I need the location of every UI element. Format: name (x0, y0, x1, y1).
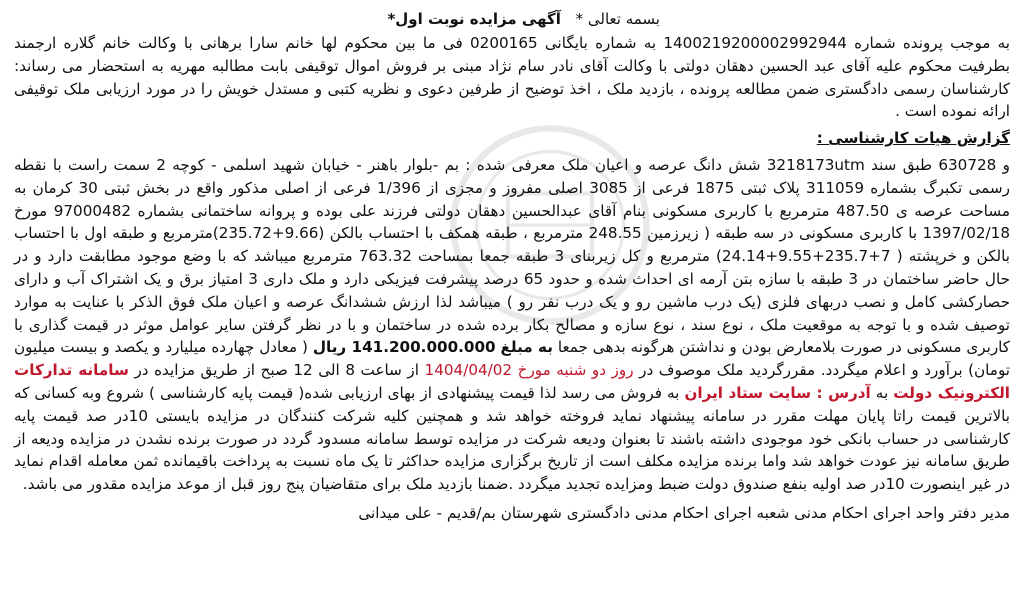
appraised-amount: 141.200.000.000 ریال (312, 338, 496, 357)
report-heading: گزارش هیات کارشناسی : (816, 129, 1010, 148)
report-paragraph (14, 154, 1010, 496)
signature-line: مدیر دفتر واحد اجرای احکام مدنی شعبه اجرای احکام مدنی دادگستری شهرستان بم/قدیم - علی میدانی (358, 503, 1010, 522)
amount-prefix: به مبلغ (500, 338, 553, 357)
auction-date: روز دو شنبه مورخ 1404/04/02 (424, 361, 634, 380)
report-main-text: و 630728 طبق سند 3218173utm شش دانگ عرصه و اعیان ملک معرفی شده : بم -بلوار باهنر - خیابان شهید اسلمی - کوچه 2 سمت راست با نقطه رسمی تکبرگ بشماره 311059 پلاک ثبتی 1875 فرعی از 3085 اصلی مفروز و مجزی از 1/396 فرعی از اصلی مذکور واقع در بخش ثبتی 30 کرمان به مساحت عرصه ی 487.50 مترمربع با کاربری مسکونی بنام آقای عبدالحسین دهقان دولتی فرزند علی بوده و پروانه ساختمانی بشماره 97000482 مورخ 1397/02/18 با کاربری مسکونی در سه طبقه ( زیرزمین 248.55 مترمربع ، طبقه همکف با احتساب بالکن (9.66+235.72)مترمربع و طبقه اول با احتساب بالکن و خرپشته ( 7+235.7+9.55+24.14) مترمربع و کل زیربنای 3 طبقه جمعا بمساحت 763.32 مترمربع میباشد که با وضع موجود مطابقت دارد و در حال حاضر ساختمان در 3 طبقه با سازه بتن آرمه ای احداث شده و حدود 65 درصد پیشرفت فیزیکی دارد و ملک داری 3 امتیاز برق و یک اشتراک آب و دارای حصارکشی کامل و نصب دربهای فلزی (یک درب ماشین رو و یک درب نفر رو ) میباشد لذا ارزش ششدانگ عرصه و اعیان ملک فوق الذکر با عنایت به موارد توصیف شده و با توجه به موقعیت ملک ، نوع سند ، نوع سازه و مصالح بکار برده شده در ساختمان و با در نظر گرفتن سایر عوامل موثر در قیمت گذاری با کاربری مسکونی در صورت بلامعارض بودن و نداشتن هرگونه بدهی جمعا (14, 155, 1011, 357)
notice-title: آگهی مزایده نوبت اول* (387, 10, 561, 28)
system-name: سامانه تدارکات الکترونیک دولت (14, 361, 1010, 402)
bismillah-text: بسمه تعالی * (575, 10, 660, 28)
address-prefix: به (875, 383, 889, 402)
auction-time-text: از ساعت 8 الی 12 صبح از طریق مزایده در (134, 361, 419, 380)
site-address: آدرس : سایت ستاد ایران (684, 383, 871, 402)
intro-paragraph: به موجب پرونده شماره 14002192000029929​44 به شماره بایگانی 0200165 فی ما بین محکوم لها خانم سارا برهانی با وکالت خانم گلاره ارجمند بطرفیت محکوم علیه آقای عبد الحسین دهقان دولتی با وکالت آقای نادر سام نژاد مبنی بر فروش اموال توقیفی بابت مطالبه مهریه به استحضار می رساند: کارشناسان رسمی دادگستری ضمن مطالعه پرونده ، بازدید ملک ، اخذ توضیح از طرفین دعوی و نظریه کتبی و مستدل خویش را در مورد ارزیابی ملک توقیفی ارائه نموده است . (14, 34, 1011, 121)
auction-notice (14, 6, 1010, 525)
notice-header (14, 6, 1010, 32)
amount-equivalent-text: ( معادل چهارده میلیارد و یکصد و بیست میلیون تومان) برآورد و اعلام میگردد. مقررگردید ملک موصوف در (14, 338, 1011, 380)
auction-terms-text: به فروش می رسد لذا قیمت پیشنهادی از بهای ارزیابی شده( قیمت پایه کارشناسی ) شروع وبه کسانی که بالاترین قیمت راتا پایان مهلت مقرر در سامانه پیشنهاد نماید فروخته خواهد شد و همچنین کلیه شرکت کنندگان در مزایده بایستی 10در صد قیمت پایه کارشناسی در حساب بانکی خود موجودی داشته باشند تا بعنوان ودیعه شرکت در مزایده توسط سامانه مسدود گردد در صورت برنده نشدن در مزایده ودیعه از طریق سامانه نیز عودت خواهد شد واما برنده مزایده مکلف است از تاریخ برگزاری مزایده حداکثر تا یک ماه نسبت به پرداخت باقیمانده ثمن معامله اقدام نماید در غیر اینصورت 10در صد اولیه بنفع صندوق دولت ضبط ومزایده تجدید میگردد .ضمنا بازدید ملک برای متقاضیان پنج روز قبل از موعد مزایده مقدور می باشد. (14, 383, 1010, 494)
